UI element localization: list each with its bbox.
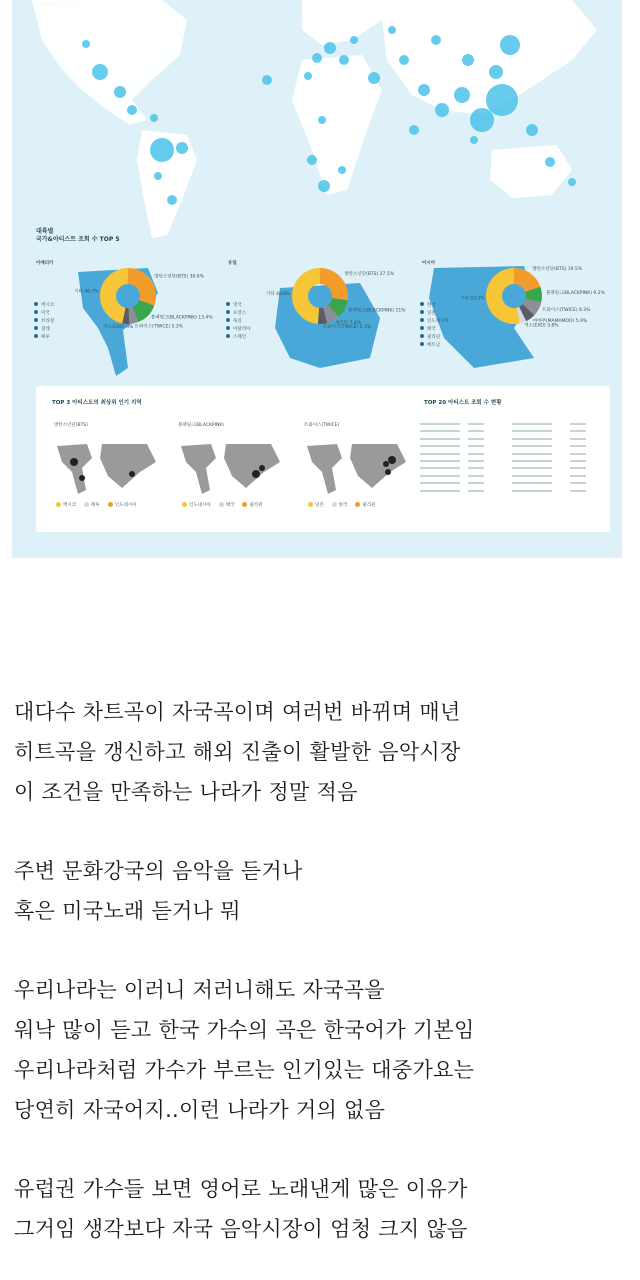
legend-dot xyxy=(34,318,38,322)
text-line: 우리나라는 이러니 저러니해도 자국곡을 xyxy=(14,978,385,1002)
legend-dot xyxy=(34,310,38,314)
legend-country: 미국 xyxy=(41,311,50,316)
table-row xyxy=(420,435,600,442)
slice-label: 트와이스(TWICE) 5.3% xyxy=(134,324,183,330)
legend-country: 태국 xyxy=(427,327,436,332)
legend-country: 이탈리아 xyxy=(233,327,251,332)
summary-panel xyxy=(36,386,610,532)
artist-1-legend: 멕시코 페루 인도네시아 xyxy=(56,502,137,508)
legend-country: 브라질 xyxy=(41,319,55,324)
legend-country: 멕시코 xyxy=(41,303,55,308)
table-row xyxy=(420,457,600,464)
text-line: 당연히 자국어지..이런 나라가 거의 없음 xyxy=(14,1098,386,1122)
top20-table xyxy=(420,420,600,494)
table-row xyxy=(420,420,600,427)
legend-dot xyxy=(420,342,424,346)
americas-panel xyxy=(28,258,228,378)
artist-2-label: 블랙핑크(BLACKPINK) xyxy=(178,423,225,428)
slice-label: 엑소(EXO) 4% xyxy=(103,324,134,330)
slice-label: 블랙핑크(BLACKPINK) 11% xyxy=(348,308,406,314)
legend-country: 페루 xyxy=(41,335,50,340)
artist-2-map xyxy=(176,438,286,498)
table-row xyxy=(420,450,600,457)
slice-label: 블랙핑크(BLACKPINK) 9.2% xyxy=(545,291,605,297)
slice-label: 세븐틴 7.4% xyxy=(335,321,361,327)
text-line: 혹은 미국노래 듣거나 뭐 xyxy=(14,899,241,923)
slice-label: 방탄소년단(BTS) 30.6% xyxy=(154,274,204,280)
table-row xyxy=(420,427,600,434)
slice-label: 방탄소년단(BTS) 19.5% xyxy=(532,266,583,272)
text-line: 히트곡을 갱신하고 해외 진출이 활발한 음악시장 xyxy=(14,740,461,764)
region-heading: 대륙별 국가&아티스트 조회 수 TOP 5 xyxy=(36,228,120,243)
asia-panel xyxy=(414,258,614,378)
legend-dot xyxy=(420,318,424,322)
legend-country: 스페인 xyxy=(233,335,247,340)
text-line: 유럽권 가수들 보면 영어로 노래낸게 많은 이유가 xyxy=(14,1177,468,1201)
legend-dot xyxy=(34,326,38,330)
text-line: 워낙 많이 듣고 한국 가수의 곡은 한국어가 기본임 xyxy=(14,1018,475,1042)
paragraph-3 xyxy=(14,970,626,1130)
legend-country: 독일 xyxy=(233,319,242,324)
text-line: 그거임 생각보다 자국 음악시장이 엄청 크지 않음 xyxy=(14,1217,468,1241)
asia-label: 아시아 xyxy=(422,261,436,266)
europe-label: 유럽 xyxy=(228,261,237,266)
text-line: 대다수 차트곡이 자국곡이며 여러번 바뀌며 매년 xyxy=(14,700,461,724)
slice-label: 방탄소년단(BTS) 27.5% xyxy=(344,272,395,278)
legend-dot xyxy=(420,334,424,338)
artist-1-map xyxy=(52,438,162,498)
artist-3-map xyxy=(302,438,412,498)
slice-label: 트와이스(TWICE) 5.3% xyxy=(322,324,372,330)
table-row xyxy=(420,487,600,494)
artist-3-label: 트와이스(TWICE) xyxy=(304,423,340,428)
top3-title: TOP 3 아티스트의 최상위 인기 지역 xyxy=(52,400,142,406)
slice-label: 블랙핑크(BLACKPINK) 13.4% xyxy=(150,315,213,321)
paragraph-1 xyxy=(14,692,626,812)
slice-label: 마마무(MAMAMOO) 5.9% xyxy=(532,318,588,324)
slice-label: 기타 48.8% xyxy=(266,291,291,297)
legend-dot xyxy=(34,302,38,306)
artist-2-legend: 인도네시아 태국 필리핀 xyxy=(182,502,263,508)
legend-country: 한국 xyxy=(427,303,436,308)
slice-label: 엑소(EXO) 3.8% xyxy=(524,323,559,329)
legend-country: 베트남 xyxy=(427,343,441,348)
legend-dot xyxy=(420,310,424,314)
table-row xyxy=(420,479,600,486)
legend-dot xyxy=(226,334,230,338)
text-line: 주변 문화강국의 음악을 듣거나 xyxy=(14,859,303,883)
legend-dot xyxy=(226,318,230,322)
text-line: 이 조건을 만족하는 나라가 정말 적음 xyxy=(14,780,358,804)
top20-title: TOP 20 아티스트 조회 수 현황 xyxy=(424,400,502,406)
legend-country: 인도네시아 xyxy=(427,319,449,324)
legend-dot xyxy=(226,326,230,330)
legend-country: 영국 xyxy=(233,303,242,308)
legend-country: 일본 xyxy=(427,311,436,316)
table-row xyxy=(420,464,600,471)
legend-country: 프랑스 xyxy=(233,311,247,316)
legend-country: 칠레 xyxy=(41,327,50,332)
text-line: 우리나라처럼 가수가 부르는 인기있는 대중가요는 xyxy=(14,1058,475,1082)
table-row xyxy=(420,442,600,449)
slice-label: 기타 46.7% xyxy=(74,289,99,295)
infographic-image xyxy=(12,0,622,558)
americas-legend xyxy=(34,301,55,340)
europe-legend xyxy=(226,301,251,340)
legend-dot xyxy=(420,326,424,330)
legend-country: 필리핀 xyxy=(427,335,441,340)
artist-3-legend: 일본 한국 필리핀 xyxy=(308,502,375,508)
legend-dot xyxy=(420,302,424,306)
slice-label: 트와이스(TWICE) 8.3% xyxy=(542,308,591,314)
slice-label: 기타 53.3% xyxy=(460,296,485,302)
americas-label: 아메리카 xyxy=(36,261,54,266)
europe-panel xyxy=(220,258,420,378)
artist-1-label: 방탄소년단(BTS) xyxy=(54,423,88,428)
legend-dot xyxy=(226,302,230,306)
article-body xyxy=(14,692,626,1280)
world-bubble-map xyxy=(12,0,622,240)
legend-dot xyxy=(34,334,38,338)
table-row xyxy=(420,472,600,479)
paragraph-4 xyxy=(14,1169,626,1249)
paragraph-2 xyxy=(14,851,626,931)
legend-dot xyxy=(226,310,230,314)
